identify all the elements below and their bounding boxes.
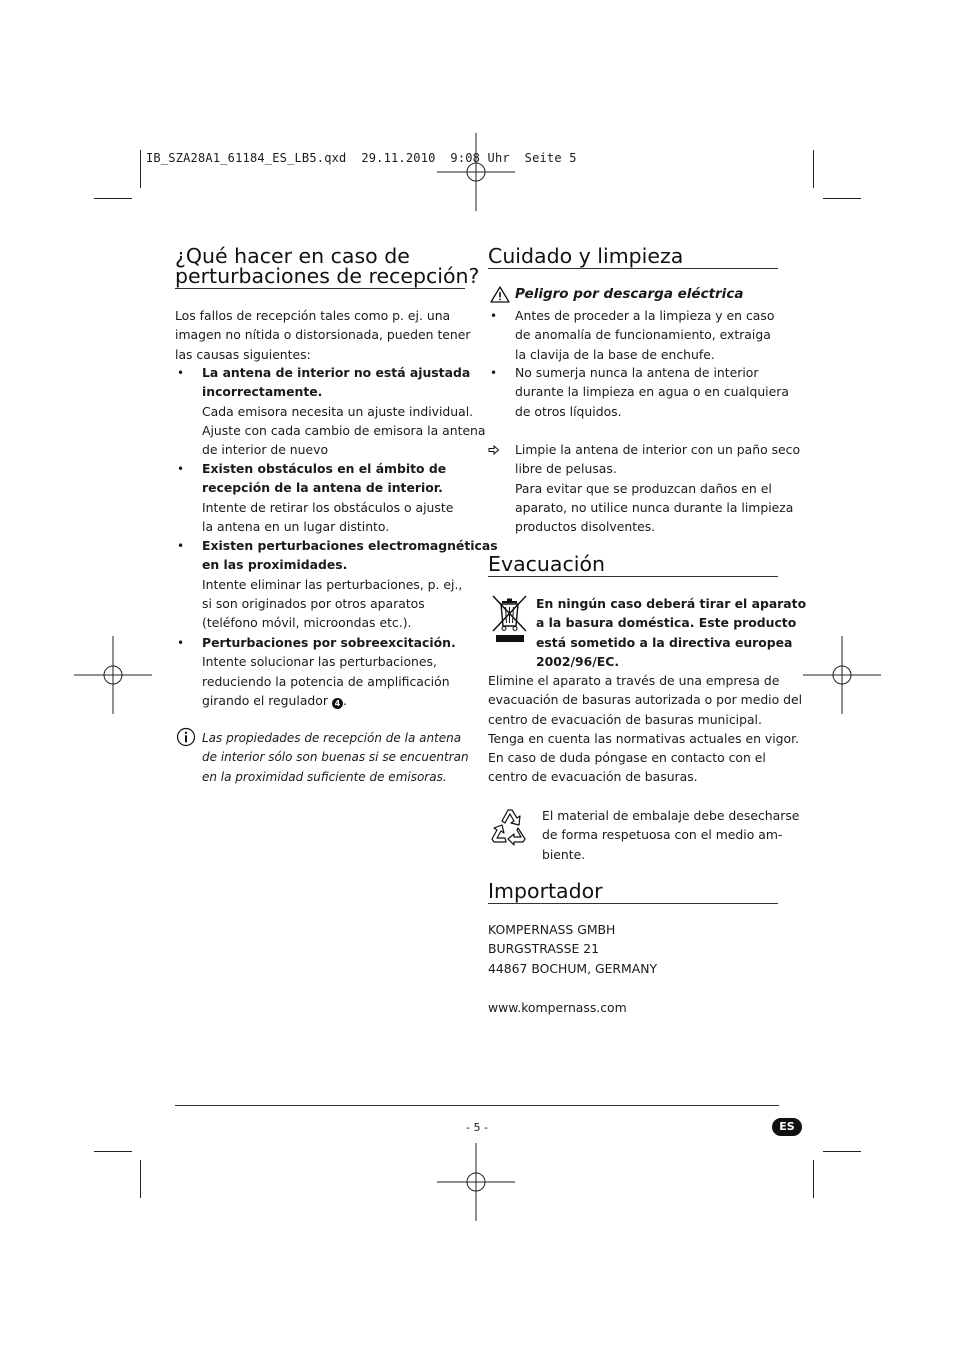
bullet: •	[177, 366, 185, 380]
registration-mark-bottom	[437, 1143, 515, 1221]
info-note: Las propiedades de recepción de la antena de interior sólo son buenas si se encuentran en la proximidad suficiente de emisoras.	[202, 731, 469, 784]
cleaning-step: Limpie la antena de interior con un paño seco libre de pelusas. Para evitar que se produzcan daños en el aparato, no utilice nunca durante la limpieza productos disolventes.	[515, 442, 801, 535]
bullet: •	[177, 539, 185, 553]
footer-rule	[175, 1105, 779, 1106]
bullet: •	[177, 636, 185, 650]
bullet: •	[490, 366, 498, 380]
cause-item-4: Perturbaciones por sobreexcitación. Intente solucionar las perturbaciones, reduciendo la potencia de amplificación girando el regulador 4 .	[202, 635, 456, 708]
cause-item-2: Existen obstáculos en el ámbito de recepción de la antena de interior. Intente de retirar los obstáculos o ajuste la antena en un lugar distinto.	[202, 461, 454, 534]
registration-mark-left	[74, 636, 152, 714]
cause-item-1: La antena de interior no está ajustada incorrectamente. Cada emisora necesita un ajuste individual. Ajuste con cada cambio de emisora la antena de interior de nuevo	[202, 365, 486, 458]
recycle-icon	[488, 806, 530, 846]
importer-website[interactable]: www.kompernass.com	[488, 1000, 627, 1015]
section-title-perturbaciones: ¿Qué hacer en caso de perturbaciones de recepción?	[175, 244, 480, 288]
cleaning-bullet-1: Antes de proceder a la limpieza y en caso de anomalía de funcionamiento, extraiga la clavija de la base de enchufe.	[515, 308, 775, 362]
warning-heading: Peligro por descarga eléctrica	[515, 286, 744, 302]
title-rule	[488, 268, 778, 269]
bullet: •	[490, 309, 498, 323]
language-badge: ES	[772, 1118, 802, 1136]
section-title-cuidado: Cuidado y limpieza	[488, 244, 684, 268]
bullet: •	[177, 462, 185, 476]
title-rule	[488, 903, 778, 904]
cause-item-3: Existen perturbaciones electromagnéticas en las proximidades. Intente eliminar las perturbaciones, p. ej., si son originados por otros aparatos (teléfono móvil, microondas etc.).	[202, 538, 498, 631]
section-title-evacuacion: Evacuación	[488, 552, 605, 576]
knob-number-badge: 4	[332, 698, 343, 709]
info-icon	[176, 727, 196, 747]
disposal-text: Elimine el aparato a través de una empresa de evacuación de basuras autorizada o por medio del centro de evacuación de basuras municipal. Tenga en cuenta las normativas actuales en vigor. En caso de duda póngase en contacto con el centro de evacuación de basuras.	[488, 673, 803, 785]
title-rule	[488, 576, 778, 577]
warning-icon	[490, 286, 510, 303]
importer-address: KOMPERNASS GMBH BURGSTRASSE 21 44867 BOCHUM, GERMANY	[488, 922, 658, 976]
crossed-bin-icon	[490, 594, 530, 642]
title-rule	[175, 288, 465, 289]
packaging-note: El material de embalaje debe desecharse de forma respetuosa con el medio am- biente.	[542, 808, 800, 862]
cleaning-bullet-2: No sumerja nunca la antena de interior durante la limpieza en agua o en cualquiera de otros líquidos.	[515, 365, 789, 419]
weee-notice: En ningún caso deberá tirar el aparato a la basura doméstica. Este producto está sometido a la directiva europea 2002/96/EC.	[536, 596, 807, 669]
registration-mark-top	[437, 133, 515, 211]
arrow-step-icon	[488, 445, 500, 455]
section-title-importador: Importador	[488, 879, 603, 903]
registration-mark-right	[803, 636, 881, 714]
file-slug: IB_SZA28A1_61184_ES_LB5.qxd 29.11.2010 9:08 Uhr Seite 5	[146, 151, 577, 165]
intro-paragraph: Los fallos de recepción tales como p. ej. una imagen no nítida o distorsionada, pueden tener las causas siguientes:	[175, 308, 471, 362]
page-number: - 5 -	[466, 1121, 488, 1134]
